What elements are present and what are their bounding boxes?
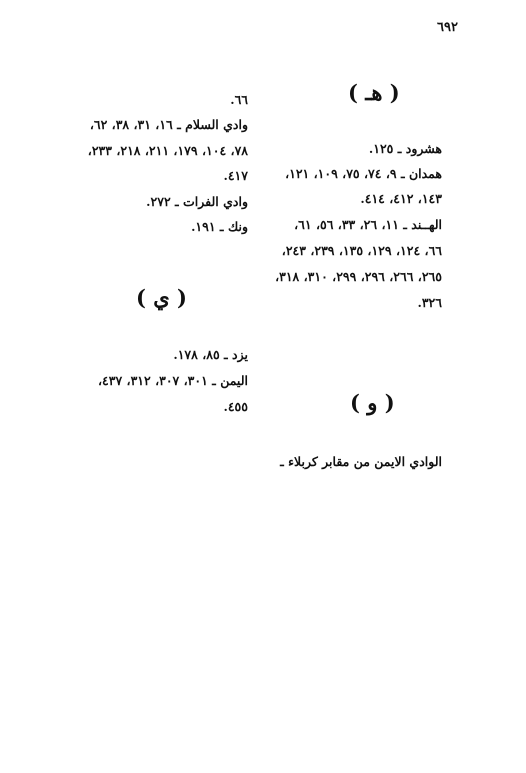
index-entry-wadi-furat: وادي الفرات ـ ٢٧٢. [146, 194, 248, 209]
index-entry-yemen-cont: ٤٥٥. [223, 399, 248, 414]
index-entry-wadi-ayman: الوادي الايمن من مقابر كربلاء ـ [280, 454, 442, 469]
index-entry-wank: ونك ـ ١٩١. [191, 219, 248, 234]
page-number: ٦٩٢ [437, 20, 458, 35]
index-entry-yemen: اليمن ـ ٣٠١، ٣٠٧، ٣١٢، ٤٣٧، [97, 373, 248, 388]
section-heading-ya: ( ي ) [136, 285, 187, 310]
index-entry-hamadan-cont: ١٤٣، ٤١٢، ٤١٤. [360, 191, 442, 206]
index-entry-wadi-salam: وادي السلام ـ ١٦، ٣١، ٣٨، ٦٢، [89, 117, 248, 132]
index-entry-hind: الهــند ـ ١١، ٢٦، ٣٣، ٥٦، ٦١، [294, 217, 442, 232]
index-entry-hashrud: هشرود ـ ١٢٥. [368, 141, 442, 156]
index-entry-wadi-salam-cont-1: ٧٨، ١٠٤، ١٧٩، ٢١١، ٢١٨، ٢٣٣، [87, 143, 248, 158]
index-entry-yazd: يزد ـ ٨٥، ١٧٨. [173, 347, 248, 362]
section-heading-waw: ( و ) [350, 390, 395, 415]
index-entry-hind-cont-1: ٦٦، ١٢٤، ١٢٩، ١٣٥، ٢٣٩، ٢٤٣، [281, 243, 442, 258]
index-entry-hind-cont-3: ٣٢٦. [417, 295, 442, 310]
index-entry-cont-66: ٦٦. [230, 92, 248, 107]
index-entry-wadi-salam-cont-2: ٤١٧. [223, 168, 248, 183]
index-entry-hamadan: همدان ـ ٩، ٧٤، ٧٥، ١٠٩، ١٢١، [285, 166, 442, 181]
section-heading-ha: ( هـ ) [348, 80, 400, 105]
index-entry-hind-cont-2: ٢٦٥، ٢٦٦، ٢٩٦، ٢٩٩، ٣١٠، ٣١٨، [275, 269, 442, 284]
